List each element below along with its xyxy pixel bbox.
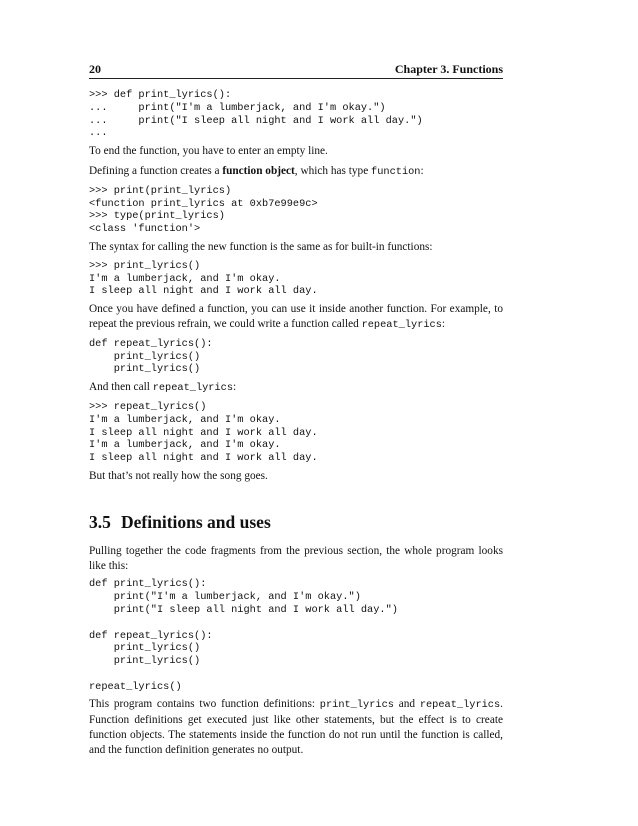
paragraph-definitions — [89, 697, 503, 757]
inline-code: function — [371, 165, 421, 178]
paragraph-call-syntax: The syntax for calling the new function is the same as for built-in functions: — [89, 240, 433, 253]
paragraph-song: But that’s not really how the song goes. — [89, 469, 268, 482]
text-run: Defining a function creates a — [89, 164, 223, 177]
code-block-whole-program: def print_lyrics(): print("I'm a lumberjack, and I'm okay.") print("I sleep all night and I work all day.") def repeat_lyrics(): print_lyrics() print_lyrics() repeat_lyrics() — [89, 578, 398, 693]
section-number: 3.5 — [89, 511, 111, 532]
text-run: And then call — [89, 381, 153, 394]
inline-code: print_lyrics — [319, 699, 394, 712]
bold-term: function object — [222, 164, 295, 177]
inline-code: repeat_lyrics — [152, 382, 234, 395]
text-run: , which has type — [294, 164, 372, 177]
section-title: Definitions and uses — [121, 511, 271, 532]
text-run: and — [393, 698, 420, 711]
text-run: This program contains two function definitions: — [89, 698, 320, 711]
paragraph-function-object — [89, 164, 503, 180]
text-run: : — [233, 381, 237, 394]
paragraph-call-repeat — [89, 380, 503, 396]
running-header — [89, 60, 503, 78]
inline-code: repeat_lyrics — [361, 318, 442, 331]
page-number: 20 — [89, 62, 101, 76]
paragraph-nested-function — [89, 302, 503, 333]
code-block-define-function: >>> def print_lyrics(): ... print("I'm a lumberjack, and I'm okay.") ... print("I sleep all night and I work all day.") ... — [89, 89, 423, 140]
paragraph-empty-line: To end the function, you have to enter an empty line. — [89, 145, 328, 158]
code-block-repeat-output: >>> repeat_lyrics() I'm a lumberjack, and I'm okay. I sleep all night and I work all day. I'm a lumberjack, and I'm okay. I sleep all night and I work all day. — [89, 400, 318, 465]
inline-code: repeat_lyrics — [419, 699, 501, 712]
section-heading — [89, 512, 503, 532]
code-block-repeat-lyrics-def: def repeat_lyrics(): print_lyrics() print_lyrics() — [89, 337, 213, 376]
text-run: . Function definitions get executed just like other statements, but the effect is to create function objects. The statements inside the function do not run until the function is called, and the function definition generates no output. — [89, 698, 503, 756]
code-block-type-check: >>> print(print_lyrics) <function print_lyrics at 0xb7e99e9c> >>> type(print_lyrics) <class 'function'> — [89, 184, 318, 236]
code-block-call-print-lyrics: >>> print_lyrics() I'm a lumberjack, and I'm okay. I sleep all night and I work all day. — [89, 259, 318, 298]
text-run: Once you have defined a function, you can use it inside another function. For example, to repeat the previous refrain, we could write a function called — [89, 303, 503, 330]
paragraph-whole-program: Pulling together the code fragments from the previous section, the whole program looks like this: — [89, 544, 503, 572]
page-content — [89, 89, 503, 763]
chapter-title: Chapter 3. Functions — [394, 62, 503, 76]
text-run: : — [420, 164, 424, 177]
text-run: : — [441, 317, 446, 330]
header-rule — [89, 78, 503, 79]
